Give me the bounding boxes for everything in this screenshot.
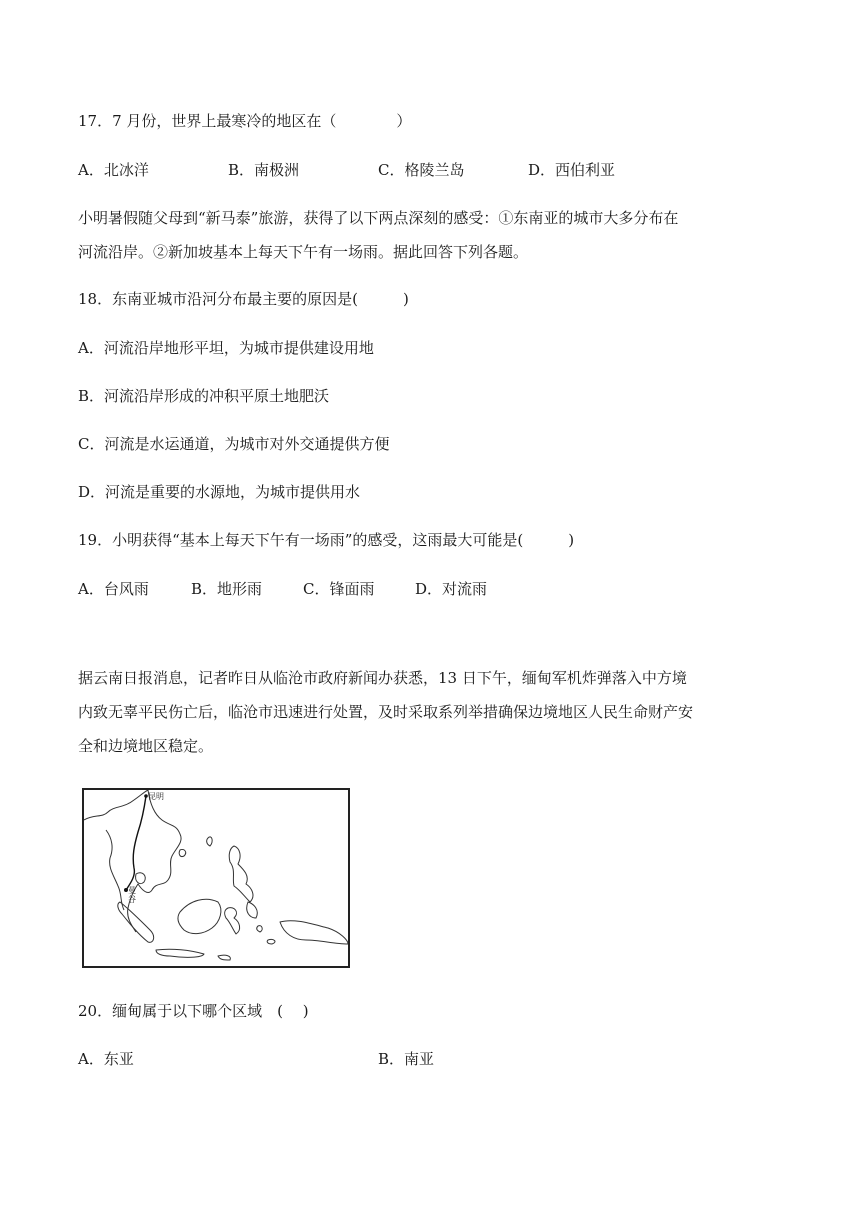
label-bangkok: 曼谷 [128,886,136,904]
passage2-line3: 全和边境地区稳定。 [78,737,214,755]
q18-option-c: C．河流是水运通道，为城市对外交通提供方便 [78,435,390,453]
passage2-line1: 据云南日报消息，记者昨日从临沧市政府新闻办获悉，13 日下午，缅甸军机炸弹落入中方境 [78,669,687,687]
q17-stem: 17．7 月份，世界上最寒冷的地区在（ ） [78,112,412,130]
island-sulawesi [225,908,240,934]
q17-option-c: C．格陵兰岛 [378,161,465,179]
island-borneo [178,899,221,933]
q20-stem: 20．缅甸属于以下哪个区域 ( ) [78,1002,309,1020]
island-hainan [179,849,185,856]
island-new-guinea [280,921,348,944]
passage1-line2: 河流沿岸。②新加坡基本上每天下午有一场雨。据此回答下列各题。 [78,243,529,261]
q20-option-b: B．南亚 [378,1050,435,1068]
island-taiwan [207,837,212,846]
gulf-of-thailand [136,873,146,884]
q19-option-c: C．锋面雨 [303,580,375,598]
q19-option-d: D．对流雨 [415,580,488,598]
southeast-asia-map [82,788,350,968]
passage1-line1: 小明暑假随父母到“新马泰”旅游，获得了以下两点深刻的感受：①东南亚的城市大多分布在 [78,209,679,227]
q18-stem: 18．东南亚城市沿河分布最主要的原因是( ) [78,290,409,308]
island-philippines [229,846,253,902]
q18-option-a: A．河流沿岸地形平坦，为城市提供建设用地 [78,339,374,357]
island-ceram [267,939,275,944]
island-java [156,949,204,957]
island-mindanao [247,902,258,918]
q20-option-a: A．东亚 [78,1050,134,1068]
label-kunming: 昆明 [148,792,164,801]
passage2-line2: 内致无辜平民伤亡后，临沧市迅速进行处置，及时采取系列举措确保边境地区人民生命财产安 [78,703,694,721]
q18-option-b: B．河流沿岸形成的冲积平原土地肥沃 [78,387,330,405]
q17-option-d: D．西伯利亚 [528,161,616,179]
q19-option-a: A．台风雨 [78,580,149,598]
q18-option-d: D．河流是重要的水源地，为城市提供用水 [78,483,361,501]
q19-option-b: B．地形雨 [191,580,263,598]
island-moluccas [257,926,262,932]
island-timor [218,955,230,960]
q17-option-b: B．南极洲 [228,161,300,179]
mainland-coastline [84,790,181,932]
map-drawing [84,790,348,966]
q19-stem: 19．小明获得“基本上每天下午有一场雨”的感受，这雨最大可能是( ) [78,531,575,549]
q17-option-a: A．北冰洋 [78,161,149,179]
